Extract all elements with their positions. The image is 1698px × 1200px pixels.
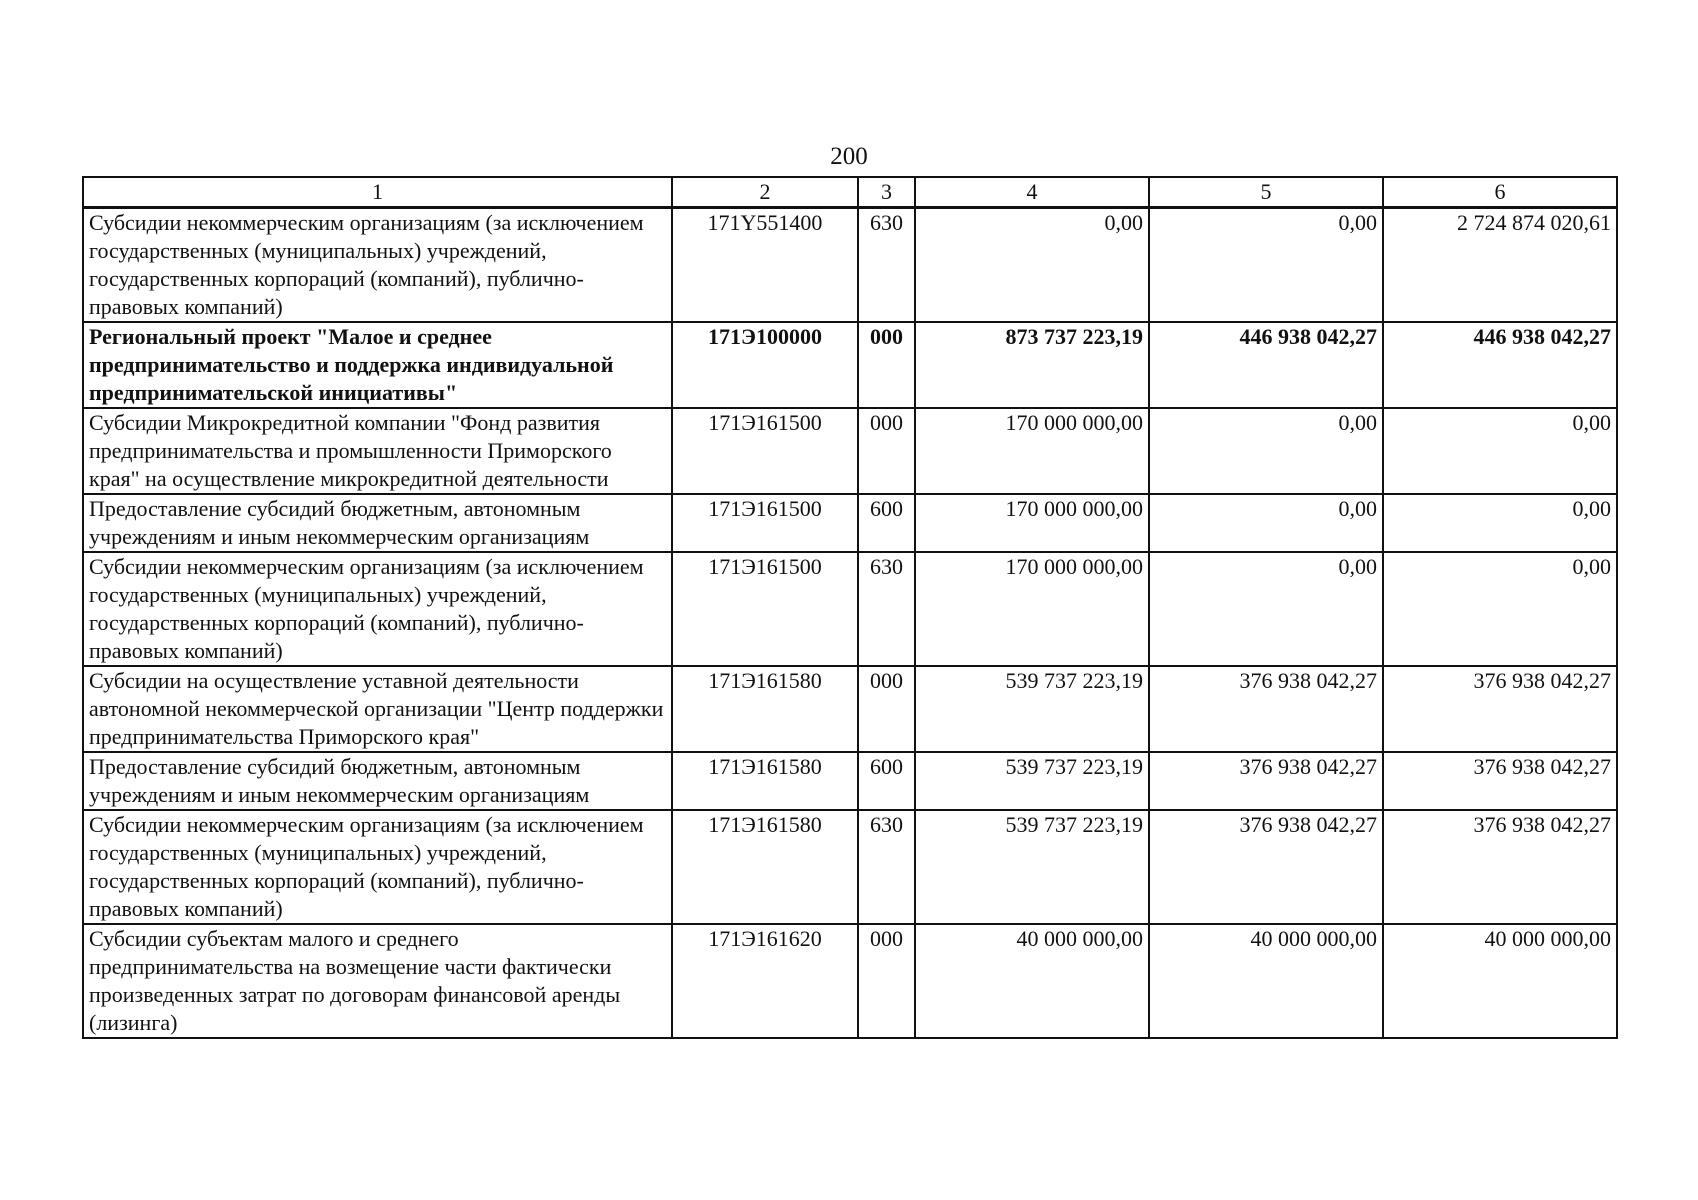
- row-amount-col6: 40 000 000,00: [1383, 924, 1617, 1038]
- header-col-1: 1: [83, 177, 672, 208]
- row-kind-cell: 630: [858, 208, 915, 323]
- row-code-cell: 171Э161500: [672, 552, 858, 666]
- row-kind-cell: 600: [858, 494, 915, 552]
- row-name-cell: Предоставление субсидий бюджетным, автономным учреждениям и иным некоммерческим организациям: [83, 494, 672, 552]
- table-row: [83, 752, 1617, 810]
- table-row: [83, 666, 1617, 752]
- row-amount-col5: 40 000 000,00: [1149, 924, 1383, 1038]
- table-header: [83, 177, 1617, 208]
- row-name-cell: Предоставление субсидий бюджетным, автономным учреждениям и иным некоммерческим организациям: [83, 752, 672, 810]
- row-amount-col6: 0,00: [1383, 408, 1617, 494]
- header-col-2: 2: [672, 177, 858, 208]
- row-amount-col5: 0,00: [1149, 494, 1383, 552]
- row-code-cell: 171Э161620: [672, 924, 858, 1038]
- row-amount-col5: 376 938 042,27: [1149, 752, 1383, 810]
- table-row: [83, 924, 1617, 1038]
- row-amount-col5: 0,00: [1149, 208, 1383, 323]
- row-kind-cell: 630: [858, 810, 915, 924]
- row-amount-col5: 0,00: [1149, 552, 1383, 666]
- row-code-cell: 171Э161500: [672, 408, 858, 494]
- row-kind-cell: 000: [858, 666, 915, 752]
- row-kind-cell: 600: [858, 752, 915, 810]
- row-amount-col4: 539 737 223,19: [915, 810, 1149, 924]
- row-amount-col4: 539 737 223,19: [915, 752, 1149, 810]
- row-amount-col6: 0,00: [1383, 494, 1617, 552]
- row-amount-col6: 376 938 042,27: [1383, 810, 1617, 924]
- row-kind-cell: 000: [858, 924, 915, 1038]
- header-row: [83, 177, 1617, 208]
- row-name-cell: Субсидии на осуществление уставной деятельности автономной некоммерческой организации "Центр поддержки предпринимательства Приморского края": [83, 666, 672, 752]
- row-kind-cell: 630: [858, 552, 915, 666]
- table-row: [83, 494, 1617, 552]
- header-col-4: 4: [915, 177, 1149, 208]
- row-kind-cell: 000: [858, 408, 915, 494]
- row-amount-col4: 539 737 223,19: [915, 666, 1149, 752]
- row-name-cell: Субсидии некоммерческим организациям (за исключением государственных (муниципальных) учреждений, государственных корпораций (компаний), публично-правовых компаний): [83, 208, 672, 323]
- row-amount-col4: 0,00: [915, 208, 1149, 323]
- row-name-cell: Субсидии субъектам малого и среднего предпринимательства на возмещение части фактически произведенных затрат по договорам финансовой аренды (лизинга): [83, 924, 672, 1038]
- row-code-cell: 171Э100000: [672, 322, 858, 408]
- row-amount-col4: 170 000 000,00: [915, 494, 1149, 552]
- row-amount-col5: 446 938 042,27: [1149, 322, 1383, 408]
- row-amount-col6: 446 938 042,27: [1383, 322, 1617, 408]
- row-amount-col6: 376 938 042,27: [1383, 666, 1617, 752]
- row-amount-col4: 40 000 000,00: [915, 924, 1149, 1038]
- row-amount-col4: 170 000 000,00: [915, 408, 1149, 494]
- row-amount-col4: 170 000 000,00: [915, 552, 1149, 666]
- header-col-3: 3: [858, 177, 915, 208]
- row-code-cell: 171Y551400: [672, 208, 858, 323]
- table-row: [83, 408, 1617, 494]
- row-name-cell: Субсидии некоммерческим организациям (за исключением государственных (муниципальных) учреждений, государственных корпораций (компаний), публично-правовых компаний): [83, 810, 672, 924]
- row-amount-col6: 2 724 874 020,61: [1383, 208, 1617, 323]
- row-amount-col5: 376 938 042,27: [1149, 810, 1383, 924]
- table-row: [83, 552, 1617, 666]
- row-code-cell: 171Э161580: [672, 666, 858, 752]
- row-amount-col6: 0,00: [1383, 552, 1617, 666]
- page-number: 200: [830, 143, 868, 170]
- table-row: [83, 322, 1617, 408]
- budget-table: [82, 176, 1618, 1039]
- header-col-6: 6: [1383, 177, 1617, 208]
- row-code-cell: 171Э161580: [672, 810, 858, 924]
- row-amount-col6: 376 938 042,27: [1383, 752, 1617, 810]
- table-row: [83, 208, 1617, 323]
- row-amount-col5: 376 938 042,27: [1149, 666, 1383, 752]
- header-col-5: 5: [1149, 177, 1383, 208]
- row-amount-col4: 873 737 223,19: [915, 322, 1149, 408]
- row-amount-col5: 0,00: [1149, 408, 1383, 494]
- row-code-cell: 171Э161500: [672, 494, 858, 552]
- table-row: [83, 810, 1617, 924]
- row-name-cell: Региональный проект "Малое и среднее предпринимательство и поддержка индивидуальной предпринимательской инициативы": [83, 322, 672, 408]
- row-kind-cell: 000: [858, 322, 915, 408]
- table-body: [83, 208, 1617, 1039]
- row-name-cell: Субсидии некоммерческим организациям (за исключением государственных (муниципальных) учреждений, государственных корпораций (компаний), публично-правовых компаний): [83, 552, 672, 666]
- row-name-cell: Субсидии Микрокредитной компании "Фонд развития предпринимательства и промышленности Приморского края" на осуществление микрокредитной деятельности: [83, 408, 672, 494]
- row-code-cell: 171Э161580: [672, 752, 858, 810]
